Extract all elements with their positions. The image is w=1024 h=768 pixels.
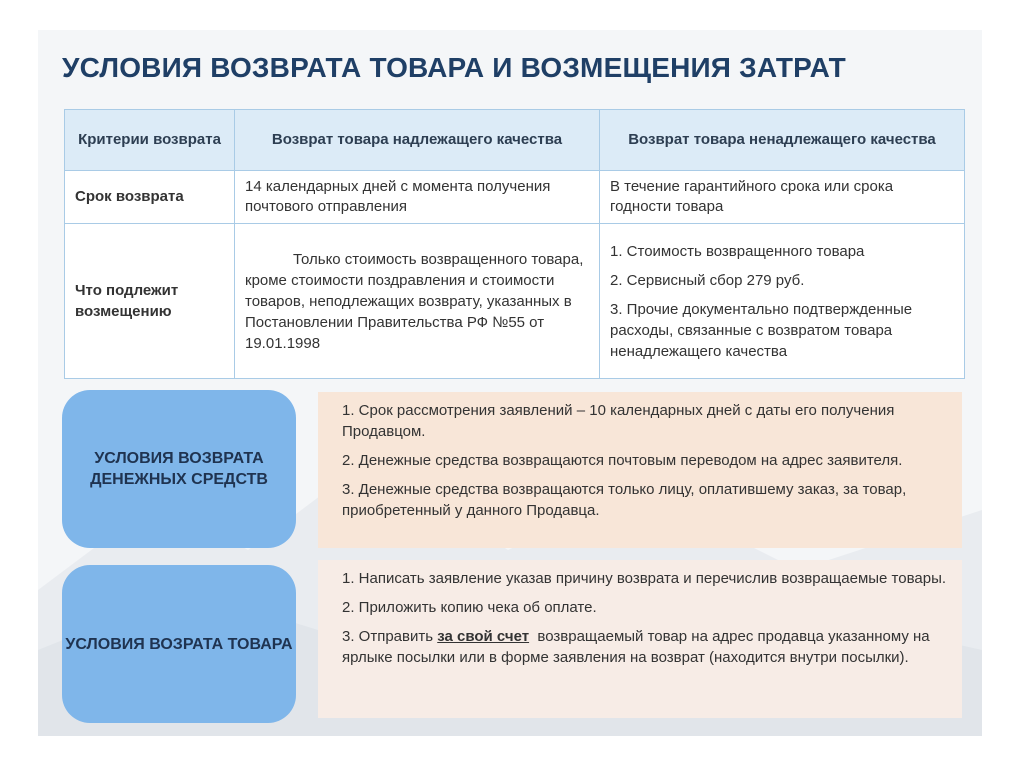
cell-compensation-proper: Только стоимость возвращенного товара, кроме стоимости поздравления и стоимости товаров, неподлежащих возврату, указанных в Постановлении Правительства РФ №55 от 19.01.1998 bbox=[235, 224, 600, 379]
goods-return-label bbox=[62, 565, 296, 723]
cell-term-proper: 14 календарных дней с момента получения почтового отправления bbox=[235, 171, 600, 224]
money-return-label bbox=[62, 390, 296, 548]
table-row bbox=[65, 171, 965, 224]
list-item: 2. Приложить копию чека об оплате. bbox=[342, 599, 597, 616]
list-item: 3. Денежные средства возвращаются только лицу, оплатившему заказ, за товар, приобретенный у данного Продавца. bbox=[342, 481, 907, 519]
list-item bbox=[342, 626, 948, 668]
table-header-row bbox=[65, 110, 965, 171]
list-item: 2. Сервисный сбор 279 руб. bbox=[610, 271, 805, 289]
money-return-label-text: УСЛОВИЯ ВОЗВРАТА ДЕНЕЖНЫХ СРЕДСТВ bbox=[90, 450, 268, 488]
slide bbox=[38, 30, 982, 736]
list-item: 1. Стоимость возвращенного товара bbox=[610, 242, 865, 260]
table-row bbox=[65, 224, 965, 379]
own-expense-emphasis: за свой счет bbox=[437, 628, 530, 645]
goods-return-conditions bbox=[318, 560, 962, 718]
goods-return-label-text: УСЛОВИЯ ВОЗРАТА ТОВАРА bbox=[65, 635, 293, 653]
item3-prefix: 3. Отправить bbox=[342, 628, 438, 645]
list-item: 2. Денежные средства возвращаются почтовым переводом на адрес заявителя. bbox=[342, 452, 903, 469]
cell-term-improper: В течение гарантийного срока или срока годности товара bbox=[600, 171, 965, 224]
criteria-table bbox=[64, 109, 965, 379]
item3-suffix: возвращаемый товар на адрес продавца указанному на ярлыке посылки или в форме заявления на возврат (находится внутри посылки). bbox=[342, 628, 934, 666]
cell-compensation-improper bbox=[600, 224, 965, 379]
row-label-compensation: Что подлежит возмещению bbox=[65, 224, 235, 379]
page-title: УСЛОВИЯ ВОЗВРАТА ТОВАРА И ВОЗМЕЩЕНИЯ ЗАТРАТ bbox=[62, 52, 846, 83]
list-item: 3. Прочие документально подтвержденные расходы, связанные с возвратом товара ненадлежащего качества bbox=[610, 300, 913, 360]
row-label-term: Срок возврата bbox=[65, 171, 235, 224]
header-improper-quality: Возврат товара ненадлежащего качества bbox=[600, 110, 965, 171]
header-criteria: Критерии возврата bbox=[65, 110, 235, 171]
header-proper-quality: Возврат товара надлежащего качества bbox=[235, 110, 600, 171]
money-return-conditions bbox=[318, 392, 962, 548]
list-item: 1. Срок рассмотрения заявлений – 10 календарных дней с даты его получения Продавцом. bbox=[342, 402, 895, 440]
list-item: 1. Написать заявление указав причину возврата и перечислив возвращаемые товары. bbox=[342, 570, 947, 587]
